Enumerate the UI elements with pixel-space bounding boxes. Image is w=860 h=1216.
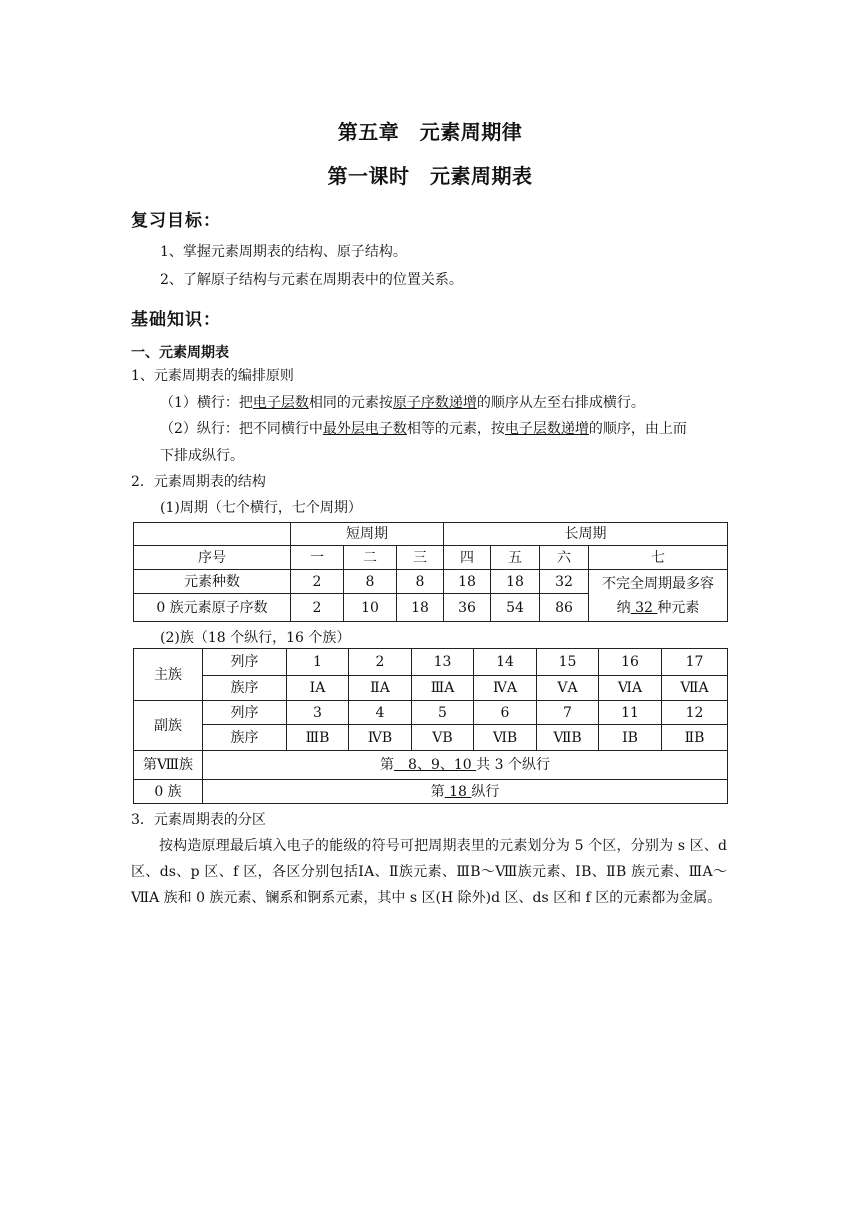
sub-group-label: 副族 bbox=[134, 701, 203, 751]
objective-item-1: 1、掌握元素周期表的结构、原子结构。 bbox=[160, 244, 407, 260]
atomic-number: 86 bbox=[540, 594, 589, 622]
blank-answer: 8、9、10 bbox=[394, 757, 477, 773]
column-number: 7 bbox=[537, 701, 599, 725]
blank-answer: 电子层数递增 bbox=[504, 421, 589, 437]
group-label: 族序 bbox=[203, 676, 287, 701]
atomic-number: 36 bbox=[444, 594, 491, 622]
basics-heading: 基础知识： bbox=[131, 310, 221, 330]
column-number: 17 bbox=[662, 649, 728, 676]
element-count: 2 bbox=[291, 570, 344, 594]
element-count: 8 bbox=[397, 570, 444, 594]
column-label: 列序 bbox=[203, 649, 287, 676]
group-viii-columns: 第 8、9、10 共 3 个纵行 bbox=[203, 751, 728, 780]
period-number: 三 bbox=[397, 546, 444, 570]
group-name: ⅦA bbox=[662, 676, 728, 701]
group-label: 族序 bbox=[203, 725, 287, 751]
row-header-number: 序号 bbox=[134, 546, 291, 570]
group-name: ⅠB bbox=[599, 725, 662, 751]
blank-answer: 最外层电子数 bbox=[322, 421, 407, 437]
empty-cell bbox=[134, 523, 291, 546]
column-number: 12 bbox=[662, 701, 728, 725]
long-period-header: 长周期 bbox=[444, 523, 728, 546]
chapter-title: 第五章 元素周期律 bbox=[337, 120, 523, 144]
period-number: 四 bbox=[444, 546, 491, 570]
period-number: 六 bbox=[540, 546, 589, 570]
rule-vertical-cont: 下排成纵行。 bbox=[160, 448, 244, 464]
blank-answer: 32 bbox=[630, 599, 658, 616]
column-number: 1 bbox=[287, 649, 349, 676]
atomic-number: 54 bbox=[491, 594, 540, 622]
rule-vertical: （2）纵行：把不同横行中最外层电子数相等的元素，按电子层数递增的顺序，由上而 bbox=[160, 421, 687, 437]
group-name: ⅤA bbox=[537, 676, 599, 701]
column-number: 5 bbox=[412, 701, 474, 725]
group-table bbox=[133, 648, 728, 804]
element-count: 18 bbox=[491, 570, 540, 594]
atomic-number: 2 bbox=[291, 594, 344, 622]
period-number: 七 bbox=[589, 546, 728, 570]
group-name: ⅥB bbox=[474, 725, 537, 751]
period-caption: (1)周期（七个横行，七个周期） bbox=[160, 500, 362, 516]
group-name: ⅡB bbox=[662, 725, 728, 751]
objective-item-2: 2、了解原子结构与元素在周期表中的位置关系。 bbox=[160, 272, 463, 288]
group-name: ⅤB bbox=[412, 725, 474, 751]
group-name: ⅢB bbox=[287, 725, 349, 751]
group-name: ⅡA bbox=[349, 676, 412, 701]
group-zero-label: 0 族 bbox=[134, 780, 203, 804]
column-number: 6 bbox=[474, 701, 537, 725]
column-number: 13 bbox=[412, 649, 474, 676]
element-count: 32 bbox=[540, 570, 589, 594]
lesson-title: 第一课时 元素周期表 bbox=[327, 164, 533, 188]
group-viii-label: 第Ⅷ族 bbox=[134, 751, 203, 780]
group-name: ⅦB bbox=[537, 725, 599, 751]
column-number: 3 bbox=[287, 701, 349, 725]
period-table bbox=[133, 522, 728, 622]
group-name: ⅣB bbox=[349, 725, 412, 751]
blank-answer: 18 bbox=[444, 783, 472, 800]
subheading-structure: 2．元素周期表的结构 bbox=[131, 474, 266, 490]
section-heading: 一、元素周期表 bbox=[131, 345, 229, 361]
element-count: 8 bbox=[344, 570, 397, 594]
group-name: ⅥA bbox=[599, 676, 662, 701]
subheading-arrangement: 1、元素周期表的编排原则 bbox=[131, 368, 294, 384]
group-name: ⅢA bbox=[412, 676, 474, 701]
row-header-zero-group: 0 族元素原子序数 bbox=[134, 594, 291, 622]
group-caption: (2)族（18 个纵行，16 个族） bbox=[160, 630, 351, 646]
element-count: 18 bbox=[444, 570, 491, 594]
column-number: 11 bbox=[599, 701, 662, 725]
seventh-period-note: 不完全周期最多容 纳 32 种元素 bbox=[589, 570, 728, 622]
short-period-header: 短周期 bbox=[291, 523, 444, 546]
zones-paragraph: 按构造原理最后填入电子的能级的符号可把周期表里的元素划分为 5 个区，分别为 s 区、d 区、ds、p 区、f 区，各区分别包括ⅠA、Ⅱ族元素、ⅢB～Ⅷ族元素、ⅠB、ⅡB 族元素、ⅢA～ⅦA 族和 0 族元素、镧系和锕系元素，其中 s 区(H 除外)d 区、ds 区和 f 区的元素都为金属。 bbox=[131, 838, 727, 906]
column-number: 2 bbox=[349, 649, 412, 676]
group-name: ⅠA bbox=[287, 676, 349, 701]
objectives-heading: 复习目标： bbox=[131, 211, 221, 231]
blank-answer: 原子序数递增 bbox=[392, 395, 477, 411]
period-number: 二 bbox=[344, 546, 397, 570]
subheading-zones: 3．元素周期表的分区 bbox=[131, 812, 266, 828]
rule-horizontal: （1）横行：把电子层数相同的元素按原子序数递增的顺序从左至右排成横行。 bbox=[160, 395, 645, 411]
row-header-count: 元素种数 bbox=[134, 570, 291, 594]
column-label: 列序 bbox=[203, 701, 287, 725]
column-number: 15 bbox=[537, 649, 599, 676]
blank-answer: 电子层数 bbox=[252, 395, 309, 411]
period-number: 五 bbox=[491, 546, 540, 570]
atomic-number: 18 bbox=[397, 594, 444, 622]
group-zero-column: 第 18 纵行 bbox=[203, 780, 728, 804]
main-group-label: 主族 bbox=[134, 649, 203, 701]
group-name: ⅣA bbox=[474, 676, 537, 701]
column-number: 4 bbox=[349, 701, 412, 725]
column-number: 16 bbox=[599, 649, 662, 676]
atomic-number: 10 bbox=[344, 594, 397, 622]
column-number: 14 bbox=[474, 649, 537, 676]
period-number: 一 bbox=[291, 546, 344, 570]
